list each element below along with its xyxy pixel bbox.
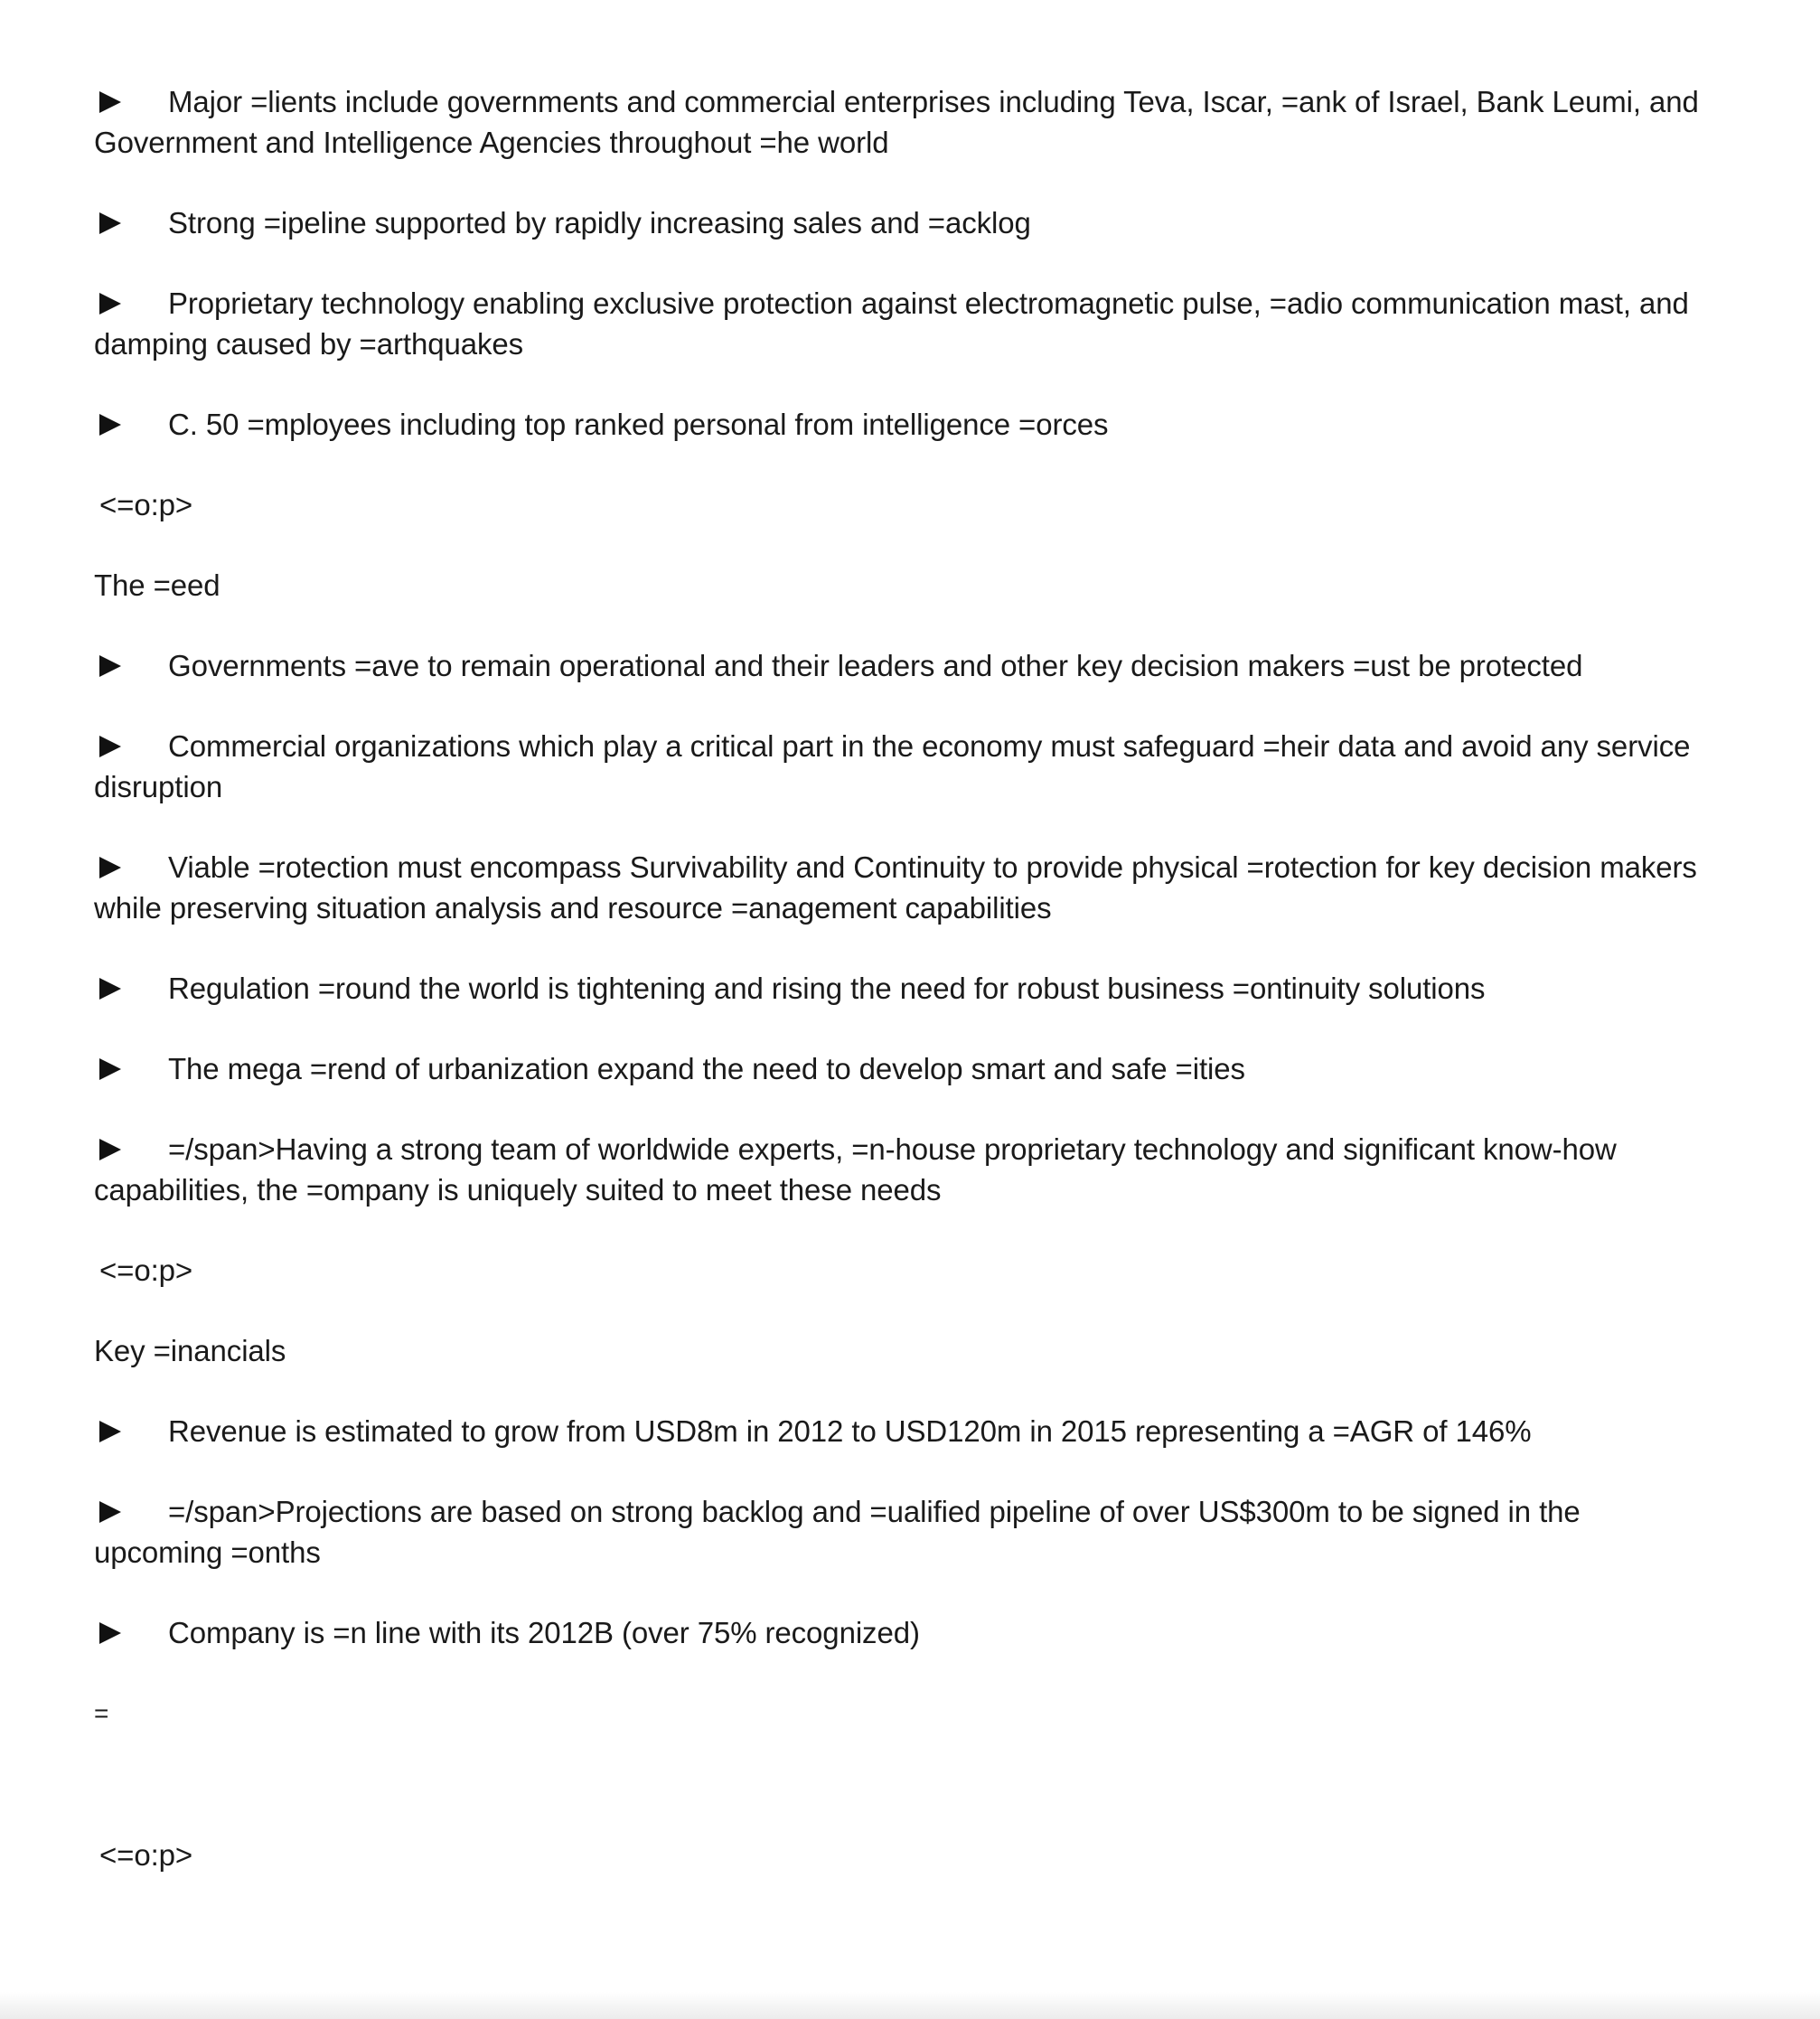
markup-artifact: <=o:p>: [99, 1254, 193, 1287]
bullet-arrow-icon: [99, 1622, 121, 1644]
bullet-item: [94, 1411, 1703, 1451]
bullet-item: [94, 1491, 1703, 1573]
bullet-item: [94, 968, 1703, 1009]
bullet-item: [94, 726, 1703, 807]
bullet-text: The mega =rend of urbanization expand the need to develop smart and safe =ities: [168, 1052, 1245, 1085]
bullet-text: =/span>Projections are based on strong backlog and =ualified pipeline of over US$300m to be signed in the upcoming =onths: [94, 1495, 1581, 1569]
document-body: [94, 81, 1703, 1915]
bullet-arrow-icon: [99, 91, 121, 113]
bullet-text: Regulation =round the world is tightening and rising the need for robust business =ontinuity solutions: [168, 972, 1486, 1005]
bullet-text: Major =lients include governments and commercial enterprises including Teva, Iscar, =ank of Israel, Bank Leumi, and Government and Intelligence Agencies throughout =he world: [94, 85, 1699, 159]
markup-artifact-equals: =: [94, 1699, 109, 1727]
bullet-arrow-icon: [99, 1501, 121, 1523]
bullet-text: Company is =n line with its 2012B (over 75% recognized): [168, 1616, 920, 1649]
bullet-item: [94, 1129, 1703, 1210]
section-heading-key-financials: Key =inancials: [94, 1334, 286, 1367]
bullet-item: [94, 645, 1703, 686]
bullet-text: Revenue is estimated to grow from USD8m in 2012 to USD120m in 2015 representing a =AGR of 146%: [168, 1414, 1532, 1448]
bullet-arrow-icon: [99, 212, 121, 234]
section-heading-need: The =eed: [94, 568, 220, 602]
bullet-arrow-icon: [99, 293, 121, 315]
page-bottom-edge: [0, 1992, 1820, 2019]
bullet-arrow-icon: [99, 736, 121, 757]
bullet-arrow-icon: [99, 1058, 121, 1080]
bullet-text: Commercial organizations which play a critical part in the economy must safeguard =heir data and avoid any service disruption: [94, 729, 1691, 803]
markup-artifact: <=o:p>: [99, 488, 193, 521]
markup-artifact: <=o:p>: [99, 1838, 193, 1872]
bullet-arrow-icon: [99, 978, 121, 1000]
bullet-text: Viable =rotection must encompass Survivability and Continuity to provide physical =rotection for key decision makers while preserving situation analysis and resource =anagement capabilities: [94, 850, 1697, 925]
bullet-item: [94, 1612, 1703, 1653]
bullet-text: Proprietary technology enabling exclusive protection against electromagnetic pulse, =adio communication mast, and damping caused by =arthquakes: [94, 286, 1689, 361]
bullet-arrow-icon: [99, 655, 121, 677]
bullet-item: [94, 283, 1703, 364]
bullet-item: [94, 1048, 1703, 1089]
bullet-item: [94, 202, 1703, 243]
bullet-text: C. 50 =mployees including top ranked personal from intelligence =orces: [168, 408, 1109, 441]
bullet-arrow-icon: [99, 1421, 121, 1442]
bullet-text: Strong =ipeline supported by rapidly increasing sales and =acklog: [168, 206, 1031, 239]
bullet-arrow-icon: [99, 857, 121, 878]
bullet-text: Governments =ave to remain operational and their leaders and other key decision makers =ust be protected: [168, 649, 1583, 682]
bullet-text: =/span>Having a strong team of worldwide experts, =n-house proprietary technology and significant know-how capabilities, the =ompany is uniquely suited to meet these needs: [94, 1132, 1617, 1207]
bullet-arrow-icon: [99, 1139, 121, 1160]
bullet-item: [94, 847, 1703, 928]
bullet-arrow-icon: [99, 414, 121, 436]
bullet-item: [94, 81, 1703, 163]
bullet-item: [94, 404, 1703, 445]
